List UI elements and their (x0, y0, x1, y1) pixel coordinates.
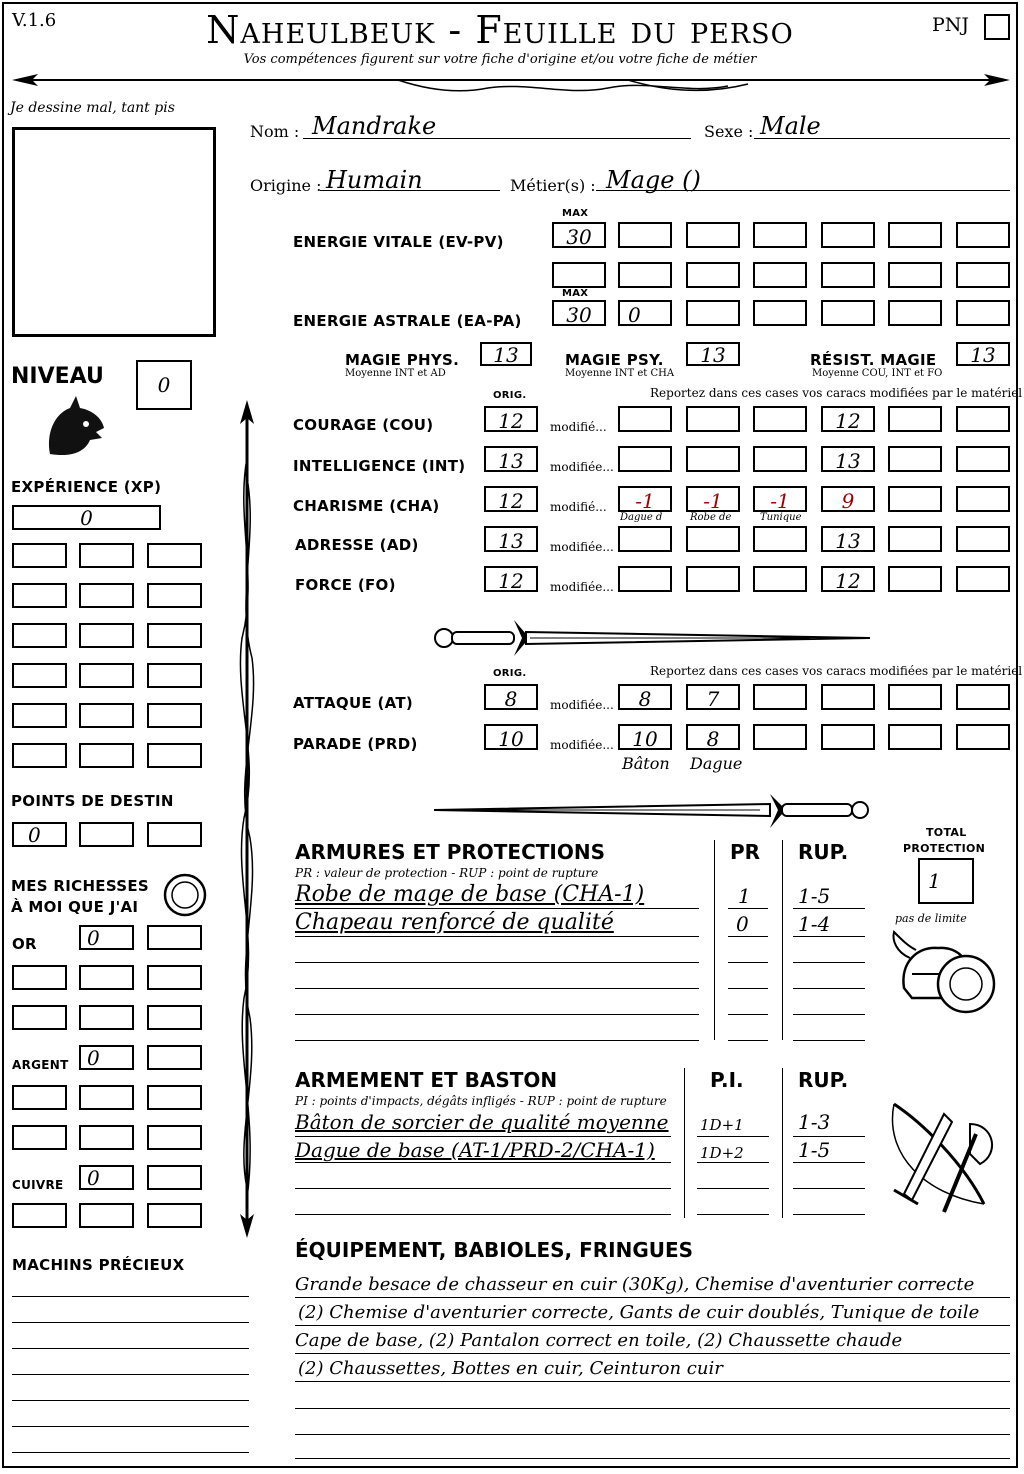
cuivre-box[interactable] (147, 1203, 202, 1228)
stat-cell[interactable] (618, 446, 672, 472)
xp-box[interactable] (79, 663, 134, 688)
stat-cell[interactable] (686, 406, 740, 432)
cuivre-box[interactable] (12, 1203, 67, 1228)
ev-box[interactable] (888, 262, 942, 288)
niveau-box[interactable]: 0 (136, 360, 192, 410)
armor-divider (782, 840, 783, 1040)
armor-line (295, 1014, 699, 1015)
equipment-line (295, 1458, 1010, 1459)
stat-cell[interactable] (956, 486, 1010, 512)
stat-cell[interactable] (686, 526, 740, 552)
xp-box[interactable] (79, 743, 134, 768)
stat-cell[interactable] (888, 486, 942, 512)
stat-orig-int[interactable]: 13 (484, 446, 538, 472)
weapons-pi-header: P.I. (710, 1068, 744, 1092)
total-protection-label-2: PROTECTION (903, 842, 986, 855)
cha-note: Tunique (760, 512, 802, 523)
machins-line (12, 1348, 249, 1349)
ev-label: ENERGIE VITALE (EV-PV) (293, 233, 504, 251)
cuivre-box[interactable] (79, 1203, 134, 1228)
magie-phys-label: MAGIE PHYS. (345, 351, 460, 369)
armor-item-pr[interactable]: 1 (738, 884, 751, 908)
niveau-label: NIVEAU (11, 364, 104, 389)
destin-box[interactable] (79, 822, 134, 847)
xp-box[interactable] (79, 623, 134, 648)
armor-rup-header: RUP. (798, 840, 849, 864)
report-note: Reportez dans ces cases vos caracs modifiées par le matériel (650, 386, 1023, 400)
stat-orig-cou[interactable]: 12 (484, 406, 538, 432)
armor-item-rup[interactable]: 1-5 (798, 884, 831, 908)
armor-note: PR : valeur de protection - RUP : point de rupture (295, 866, 599, 880)
stat-cell[interactable]: 9 (821, 486, 875, 512)
destin-label: POINTS DE DESTIN (11, 792, 174, 810)
or-box[interactable]: 0 (79, 925, 134, 950)
sword-icon (430, 612, 880, 662)
prd-mod-label: modifiée... (550, 738, 614, 752)
xp-box[interactable] (147, 543, 202, 568)
cuivre-box[interactable]: 0 (79, 1165, 134, 1190)
stat-cell[interactable] (686, 566, 740, 592)
resist-magie-label: RÉSIST. MAGIE (810, 351, 937, 369)
weapon-line (295, 1136, 671, 1137)
equipment-line (295, 1434, 1010, 1435)
weapon-item-pi[interactable]: 1D+1 (700, 1116, 744, 1134)
equipment-line-text[interactable]: (2) Chaussettes, Bottes en cuir, Ceinturon cuir (298, 1358, 723, 1379)
or-box[interactable] (79, 965, 134, 990)
weapons-rup-header: RUP. (798, 1068, 849, 1092)
page-title: Naheulbeuk - Feuille du perso (206, 8, 794, 52)
argent-box[interactable] (12, 1125, 67, 1150)
or-box[interactable] (147, 1005, 202, 1030)
armor-line (295, 936, 699, 937)
xp-box[interactable] (147, 703, 202, 728)
no-limit-label: pas de limite (895, 912, 967, 925)
weapons-crossed-icon (884, 1094, 1004, 1214)
ea-box[interactable] (686, 300, 740, 326)
equipment-line-text[interactable]: Cape de base, (2) Pantalon correct en toile, (2) Chaussette chaude (295, 1330, 903, 1351)
or-box[interactable] (12, 1005, 67, 1030)
weapon-item-rup[interactable]: 1-5 (798, 1138, 831, 1162)
stat-orig-cha[interactable]: 12 (484, 486, 538, 512)
or-box[interactable] (147, 965, 202, 990)
stat-mod-label: modifié... (550, 420, 607, 434)
dragon-icon (40, 394, 110, 464)
armor-divider (714, 840, 715, 1040)
ev-box[interactable] (753, 222, 807, 248)
armor-title: ARMURES ET PROTECTIONS (295, 840, 605, 864)
weapons-title: ARMEMENT ET BASTON (295, 1068, 558, 1092)
stat-cell[interactable]: -1 (753, 486, 807, 512)
weapon-line (295, 1188, 671, 1189)
ev-box[interactable] (552, 262, 606, 288)
origine-value[interactable]: Humain (326, 166, 423, 194)
nom-line (303, 138, 691, 139)
portrait-caption: Je dessine mal, tant pis (10, 100, 175, 116)
argent-box[interactable] (147, 1085, 202, 1110)
page-subtitle: Vos compétences figurent sur votre fiche d'origine et/ou votre fiche de métier (243, 52, 757, 67)
ev-box[interactable] (821, 262, 875, 288)
pnj-label: PNJ (932, 14, 970, 36)
at-orig-box[interactable]: 8 (484, 684, 538, 710)
xp-box[interactable] (12, 623, 67, 648)
magie-phys-box[interactable]: 13 (480, 342, 532, 366)
armor-line (793, 988, 865, 989)
argent-label: ARGENT (12, 1058, 69, 1072)
origine-label: Origine : (250, 176, 322, 195)
stat-cell[interactable] (888, 526, 942, 552)
xp-box[interactable] (12, 543, 67, 568)
armor-line (295, 988, 699, 989)
xp-box[interactable] (12, 703, 67, 728)
stat-cell[interactable] (753, 446, 807, 472)
ea-current-box[interactable]: 0 (618, 300, 672, 326)
magie-psy-box[interactable]: 13 (686, 342, 740, 366)
machins-line (12, 1322, 249, 1323)
stat-cell[interactable]: 12 (821, 406, 875, 432)
stat-label-fo: FORCE (FO) (295, 576, 396, 594)
xp-box[interactable] (12, 743, 67, 768)
armor-line (728, 962, 768, 963)
ea-max-box[interactable]: 30 (552, 300, 606, 326)
xp-box[interactable] (147, 623, 202, 648)
resist-magie-box[interactable]: 13 (956, 342, 1010, 366)
magie-psy-label: MAGIE PSY. (565, 351, 664, 369)
ev-box[interactable] (618, 222, 672, 248)
richesses-label-2: À MOI QUE J'AI (11, 898, 139, 916)
coin-icon (162, 872, 208, 918)
prd-cell[interactable]: 8 (686, 724, 740, 750)
stat-label-cou: COURAGE (COU) (293, 416, 434, 434)
stat-cell[interactable] (618, 406, 672, 432)
weapon-line (697, 1188, 769, 1189)
stat-cell[interactable] (956, 446, 1010, 472)
weapon-line (697, 1162, 769, 1163)
weapon-line (295, 1214, 671, 1215)
sword-icon (430, 786, 875, 836)
ea-max-label: MAX (562, 288, 589, 299)
total-protection-label: TOTAL (926, 826, 967, 839)
sexe-value[interactable]: Male (760, 112, 821, 140)
machins-line (12, 1296, 249, 1297)
equipment-line (295, 1381, 1010, 1382)
ea-box[interactable] (888, 300, 942, 326)
armor-line (728, 988, 768, 989)
weapon-line (793, 1162, 865, 1163)
or-label: OR (12, 935, 37, 953)
equipment-line-text[interactable]: (2) Chemise d'aventurier correcte, Gants de cuir doublés, Tunique de toile (298, 1302, 980, 1323)
xp-label: EXPÉRIENCE (XP) (11, 478, 162, 496)
equipment-title: ÉQUIPEMENT, BABIOLES, FRINGUES (295, 1238, 694, 1262)
stat-label-int: INTELLIGENCE (INT) (293, 457, 466, 475)
stat-cell[interactable] (956, 566, 1010, 592)
equipment-line (295, 1408, 1010, 1409)
combat-report-note: Reportez dans ces cases vos caracs modifiées par le matériel (650, 664, 1023, 678)
stat-cell[interactable]: 12 (821, 566, 875, 592)
argent-box[interactable] (79, 1085, 134, 1110)
prd-orig-box[interactable]: 10 (484, 724, 538, 750)
metier-value[interactable]: Mage () (606, 166, 701, 194)
armor-line (728, 1014, 768, 1015)
armor-line (793, 908, 865, 909)
equipment-line (295, 1297, 1010, 1298)
argent-box[interactable] (79, 1125, 134, 1150)
machins-line (12, 1452, 249, 1453)
armor-line (295, 908, 699, 909)
argent-box[interactable] (147, 1045, 202, 1070)
weapon-item-rup[interactable]: 1-3 (798, 1110, 831, 1134)
stat-cell[interactable] (888, 446, 942, 472)
total-protection-box[interactable]: 1 (918, 858, 974, 904)
stat-cell[interactable] (753, 526, 807, 552)
pnj-checkbox[interactable] (984, 14, 1010, 40)
spear-icon (232, 398, 262, 1240)
ea-box[interactable] (821, 300, 875, 326)
stat-cell[interactable] (888, 406, 942, 432)
armor-line (295, 1040, 699, 1041)
prd-label: PARADE (PRD) (293, 735, 418, 753)
weapons-note: PI : points d'impacts, dégâts infligés - RUP : point de rupture (295, 1094, 667, 1108)
metier-label: Métier(s) : (510, 176, 596, 195)
stat-cell[interactable] (686, 446, 740, 472)
stat-label-cha: CHARISME (CHA) (293, 497, 440, 515)
at-cell[interactable] (888, 684, 942, 710)
weapon-line (793, 1136, 865, 1137)
weapon-item-name[interactable]: Bâton de sorcier de qualité moyenne (295, 1110, 669, 1134)
armor-line (793, 1014, 865, 1015)
stat-cell[interactable] (618, 566, 672, 592)
stat-cell[interactable] (956, 406, 1010, 432)
at-mod-label: modifiée... (550, 698, 614, 712)
ev-max-label: MAX (562, 208, 589, 219)
xp-box[interactable] (147, 663, 202, 688)
weapon-item-name[interactable]: Dague de base (AT-1/PRD-2/CHA-1) (295, 1138, 655, 1162)
stat-mod-label: modifié... (550, 500, 607, 514)
argent-box[interactable] (147, 1125, 202, 1150)
armor-line (295, 962, 699, 963)
stat-label-ad: ADRESSE (AD) (295, 536, 419, 554)
combat-orig-label: ORIG. (493, 668, 527, 679)
or-box[interactable] (12, 965, 67, 990)
at-cell[interactable] (753, 684, 807, 710)
stat-cell[interactable] (888, 566, 942, 592)
armor-line (728, 936, 768, 937)
xp-box[interactable] (12, 583, 67, 608)
equipment-line (295, 1325, 1010, 1326)
cuivre-box[interactable] (147, 1165, 202, 1190)
stat-orig-fo[interactable]: 12 (484, 566, 538, 592)
ev-box[interactable] (956, 262, 1010, 288)
ea-box[interactable] (753, 300, 807, 326)
richesses-label: MES RICHESSES (11, 877, 150, 895)
armor-line (793, 962, 865, 963)
cha-note: Robe de (690, 512, 732, 523)
machins-label: MACHINS PRÉCIEUX (12, 1256, 185, 1274)
xp-box[interactable] (147, 743, 202, 768)
prd-cell[interactable] (821, 724, 875, 750)
weapon-item-pi[interactable]: 1D+2 (700, 1144, 744, 1162)
sexe-line (754, 138, 1010, 139)
orig-label: ORIG. (493, 390, 527, 401)
prd-cell[interactable] (888, 724, 942, 750)
machins-line (12, 1400, 249, 1401)
armor-line (728, 1040, 768, 1041)
xp-box[interactable]: 0 (12, 505, 161, 530)
weapons-divider (782, 1068, 783, 1218)
ev-box[interactable] (956, 222, 1010, 248)
prd-cell[interactable]: 10 (618, 724, 672, 750)
armor-item-rup[interactable]: 1-4 (798, 912, 831, 936)
xp-box[interactable] (147, 583, 202, 608)
armor-item-pr[interactable]: 0 (736, 912, 749, 936)
weapon-line (697, 1214, 769, 1215)
ev-box[interactable] (686, 262, 740, 288)
ev-box[interactable] (686, 222, 740, 248)
ev-box[interactable] (888, 222, 942, 248)
at-cell[interactable]: 7 (686, 684, 740, 710)
ea-box[interactable] (956, 300, 1010, 326)
ev-box[interactable] (821, 222, 875, 248)
ev-box[interactable] (753, 262, 807, 288)
origine-line (320, 190, 500, 191)
at-label: ATTAQUE (AT) (293, 694, 414, 712)
equipment-line (295, 1353, 1010, 1354)
armor-line (793, 1040, 865, 1041)
xp-box[interactable] (12, 663, 67, 688)
magie-phys-note: Moyenne INT et AD (345, 368, 446, 379)
cha-note: Dague d (620, 512, 663, 523)
at-cell[interactable]: 8 (618, 684, 672, 710)
xp-box[interactable] (79, 543, 134, 568)
destin-box[interactable]: 0 (12, 822, 67, 847)
at-cell[interactable] (821, 684, 875, 710)
weapon-line (793, 1188, 865, 1189)
argent-box[interactable] (12, 1085, 67, 1110)
magie-psy-note: Moyenne INT et CHA (565, 368, 675, 379)
armor-line (728, 908, 768, 909)
stat-mod-label: modifiée... (550, 580, 614, 594)
stat-mod-label: modifiée... (550, 460, 614, 474)
helmet-shield-icon (888, 928, 1000, 1028)
nom-label: Nom : (250, 122, 300, 141)
equipment-line-text[interactable]: Grande besace de chasseur en cuir (30Kg), Chemise d'aventurier correcte (295, 1274, 975, 1295)
spear-divider-icon (8, 68, 1014, 98)
or-box[interactable] (147, 925, 202, 950)
weapon-line (697, 1136, 769, 1137)
at-cell[interactable] (956, 684, 1010, 710)
stat-cell[interactable]: 13 (821, 446, 875, 472)
xp-box[interactable] (79, 703, 134, 728)
stat-cell[interactable] (956, 526, 1010, 552)
stat-cell[interactable] (618, 526, 672, 552)
prd-cell[interactable] (956, 724, 1010, 750)
armor-line (793, 936, 865, 937)
or-box[interactable] (79, 1005, 134, 1030)
weapon-note: Dague (690, 754, 743, 773)
argent-box[interactable]: 0 (79, 1045, 134, 1070)
ev-box[interactable] (618, 262, 672, 288)
prd-cell[interactable] (753, 724, 807, 750)
weapons-divider (684, 1068, 685, 1218)
xp-box[interactable] (79, 583, 134, 608)
stat-cell[interactable]: 13 (821, 526, 875, 552)
stat-cell[interactable] (753, 406, 807, 432)
machins-line (12, 1374, 249, 1375)
weapon-line (793, 1214, 865, 1215)
machins-line (12, 1426, 249, 1427)
stat-cell[interactable]: -1 (686, 486, 740, 512)
destin-box[interactable] (147, 822, 202, 847)
armor-item-name[interactable]: Robe de mage de base (CHA-1) (295, 882, 645, 907)
nom-value[interactable]: Mandrake (312, 112, 437, 140)
weapon-line (295, 1162, 671, 1163)
armor-pr-header: PR (730, 840, 761, 864)
weapon-note: Bâton (622, 754, 670, 773)
stat-orig-ad[interactable]: 13 (484, 526, 538, 552)
metier-line (596, 190, 1010, 191)
stat-mod-label: modifiée... (550, 540, 614, 554)
sexe-label: Sexe : (704, 122, 754, 141)
resist-magie-note: Moyenne COU, INT et FO (812, 368, 943, 379)
stat-cell[interactable]: -1 (618, 486, 672, 512)
cuivre-label: CUIVRE (12, 1178, 64, 1192)
ev-max-box[interactable]: 30 (552, 222, 606, 248)
armor-item-name[interactable]: Chapeau renforcé de qualité (295, 910, 614, 935)
version-label: V.1.6 (12, 10, 57, 31)
portrait-box[interactable] (12, 127, 216, 337)
stat-cell[interactable] (753, 566, 807, 592)
ea-label: ENERGIE ASTRALE (EA-PA) (293, 312, 522, 330)
